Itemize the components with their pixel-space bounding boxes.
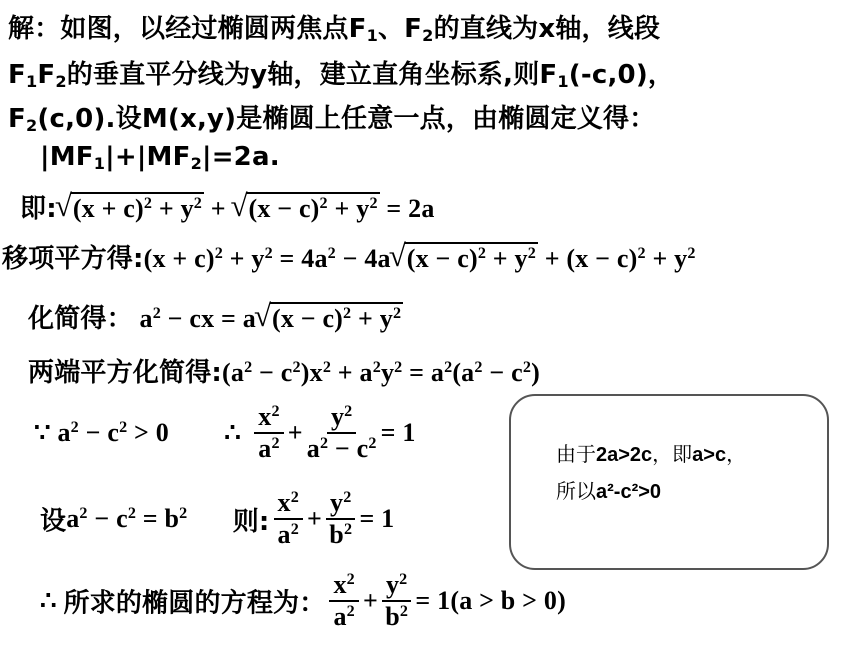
p1-text-c: 的直线为x轴，线段: [433, 14, 661, 44]
l11-label: 所求的椭圆的方程为：: [63, 588, 326, 619]
subscript-2c: 2: [25, 116, 38, 136]
p2-text-c: 的垂直平分线为y轴，建立直角坐标系,则F: [66, 60, 558, 90]
fraction-x-over-a-2: $\frac{x^2}{a^2}$: [274, 490, 303, 548]
callout-prefix-1: 由于: [556, 442, 596, 466]
callout-mid: ，即: [652, 442, 693, 466]
l7-label: 化简得：: [28, 304, 133, 334]
equation-line-7: 化简得： $a^2$ − cx = a√ $(x - c)^2 + y^2$: [28, 298, 403, 335]
fraction-y-over-b-2: $\frac{y^2}{b^2}$: [382, 572, 411, 630]
l6-label: 移项平方得:: [2, 244, 144, 274]
l4-b: |+|MF: [105, 142, 191, 172]
callout-math-3: a²-c²>0: [596, 481, 662, 503]
p3-text-b: (c,0).设M(x,y)是椭圆上任意一点，由椭圆定义得：: [37, 104, 656, 134]
p2-text-b: F: [37, 60, 56, 90]
p1-text-a: 解：如图，以经过椭圆两焦点F: [8, 14, 367, 44]
subscript-1: 1: [366, 26, 378, 46]
subscript-2b: 2: [55, 72, 67, 92]
equation-line-10: 设$a^2 - c^2 = b^2$ 则: $\frac{x^2}{a^2}$ + $\frac{y^2}{b^2}$ = 1: [40, 488, 395, 549]
l4-c: |=2a.: [202, 142, 280, 172]
paragraph-line-2: [8, 54, 674, 91]
callout-prefix-2: 所以: [556, 479, 596, 503]
fraction-y-over-b: $\frac{y^2}{b^2}$: [326, 490, 355, 548]
subscript-1d: 1: [93, 154, 106, 174]
equation-line-8: 两端平方化简得$:(a^2 - c^2)x^2 + a^2y^2 = a^2(a^2 - c^2)$: [28, 358, 540, 388]
equation-line-9: ∵ $a^2 - c^2 > 0$ ∴ $\frac{x^2}{a^2}$ + $\frac{y^2}{a^2 - c^2}$ = 1: [34, 402, 416, 463]
paragraph-line-1: [8, 8, 660, 45]
subscript-2: 2: [422, 26, 434, 46]
sqrt-2: √ $(x - c)^2 + y^2$: [232, 192, 379, 224]
callout-math-2: a>c: [692, 444, 727, 466]
equation-line-5: 即:√ $(x + c)^2 + y^2$ + √ $(x - c)^2 + y^2 = 2a$: [20, 188, 435, 225]
fraction-x-over-a: $\frac{x^2}{a^2}$: [254, 404, 283, 462]
callout-line-2: [556, 473, 746, 510]
p2-text-d: (-c,0)，: [568, 60, 675, 90]
definition-equation: [40, 142, 280, 173]
subscript-1c: 1: [557, 72, 569, 92]
l10-label: 设: [40, 506, 67, 537]
sqrt-3: √ $(x - c)^2 + y^2$: [391, 242, 538, 274]
l8-label: 两端平方化简得:: [28, 358, 222, 388]
equation-line-6: 移项平方得:(x + $c)^2 + y^2 = 4a^2 - 4a√$ $(x - c)^2 + y^2 + (x - c)^2 + y^2$: [2, 238, 696, 275]
callout-math-1: 2a>2c: [596, 444, 653, 466]
callout-line-1: [556, 436, 746, 473]
sqrt-1: √ $(x + c)^2 + y^2$: [57, 192, 204, 224]
p2-text-a: F: [8, 60, 26, 90]
p3-text-a: F: [8, 104, 26, 134]
p1-text-b: 、F: [377, 14, 423, 44]
fraction-y-over-a-c: $\frac{y^2}{a^2 - c^2}$: [306, 402, 377, 463]
equation-line-11: ∴ 所求的椭圆的方程为： $\frac{x^2}{a^2}$ + $\frac{y^2}{b^2}$ = 1(a > b > 0): [40, 570, 566, 631]
fraction-x-over-a-3: $\frac{x^2}{a^2}$: [329, 572, 358, 630]
subscript-2d: 2: [190, 154, 202, 174]
l4-a: |MF: [40, 142, 94, 172]
sqrt-4: √ $(x - c)^2 + y^2$: [256, 302, 403, 334]
paragraph-line-3: [8, 98, 655, 135]
l5-label: 即:: [20, 194, 57, 224]
callout-text: [556, 436, 746, 510]
callout-bubble: [509, 394, 829, 570]
l10-then: 则:: [232, 506, 270, 537]
subscript-1b: 1: [25, 72, 38, 92]
callout-end: ，: [726, 442, 747, 466]
